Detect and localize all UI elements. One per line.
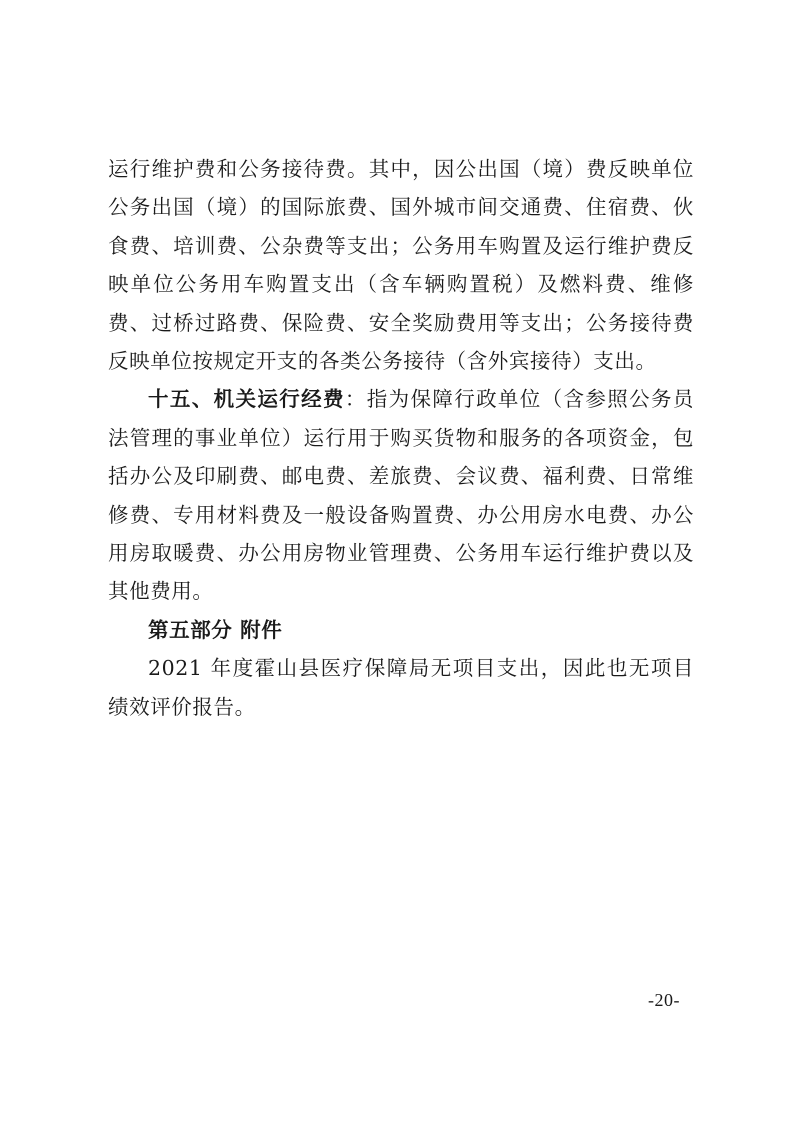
section-heading-fifteen: 十五、机关运行经费 — [148, 387, 345, 412]
document-body — [108, 150, 694, 726]
section-body-fifteen: ：指为保障行政单位（含参照公务员法管理的事业单位）运行用于购买货物和服务的各项资金，包括办公及印刷费、邮电费、差旅费、会议费、福利费、日常维修费、专用材料费及一般设备购置费、办公用房水电费、办公用房取暖费、办公用房物业管理费、公务用车运行维护费以及其他费用。 — [108, 387, 694, 604]
paragraph-attachment: 2021 年度霍山县医疗保障局无项目支出，因此也无项目绩效评价报告。 — [108, 656, 694, 719]
page-number: -20- — [648, 990, 680, 1010]
paragraph-operating-expenses — [108, 380, 694, 610]
part-five-heading: 第五部分 附件 — [148, 617, 283, 642]
paragraph-public-expenses: 运行维护费和公务接待费。其中，因公出国（境）费反映单位公务出国（境）的国际旅费、国外城市间交通费、住宿费、伙食费、培训费、公杂费等支出；公务用车购置及运行维护费反映单位公务用车购置支出（含车辆购置税）及燃料费、维修费、过桥过路费、保险费、安全奖励费用等支出；公务接待费反映单位按规定开支的各类公务接待（含外宾接待）支出。 — [108, 157, 694, 374]
